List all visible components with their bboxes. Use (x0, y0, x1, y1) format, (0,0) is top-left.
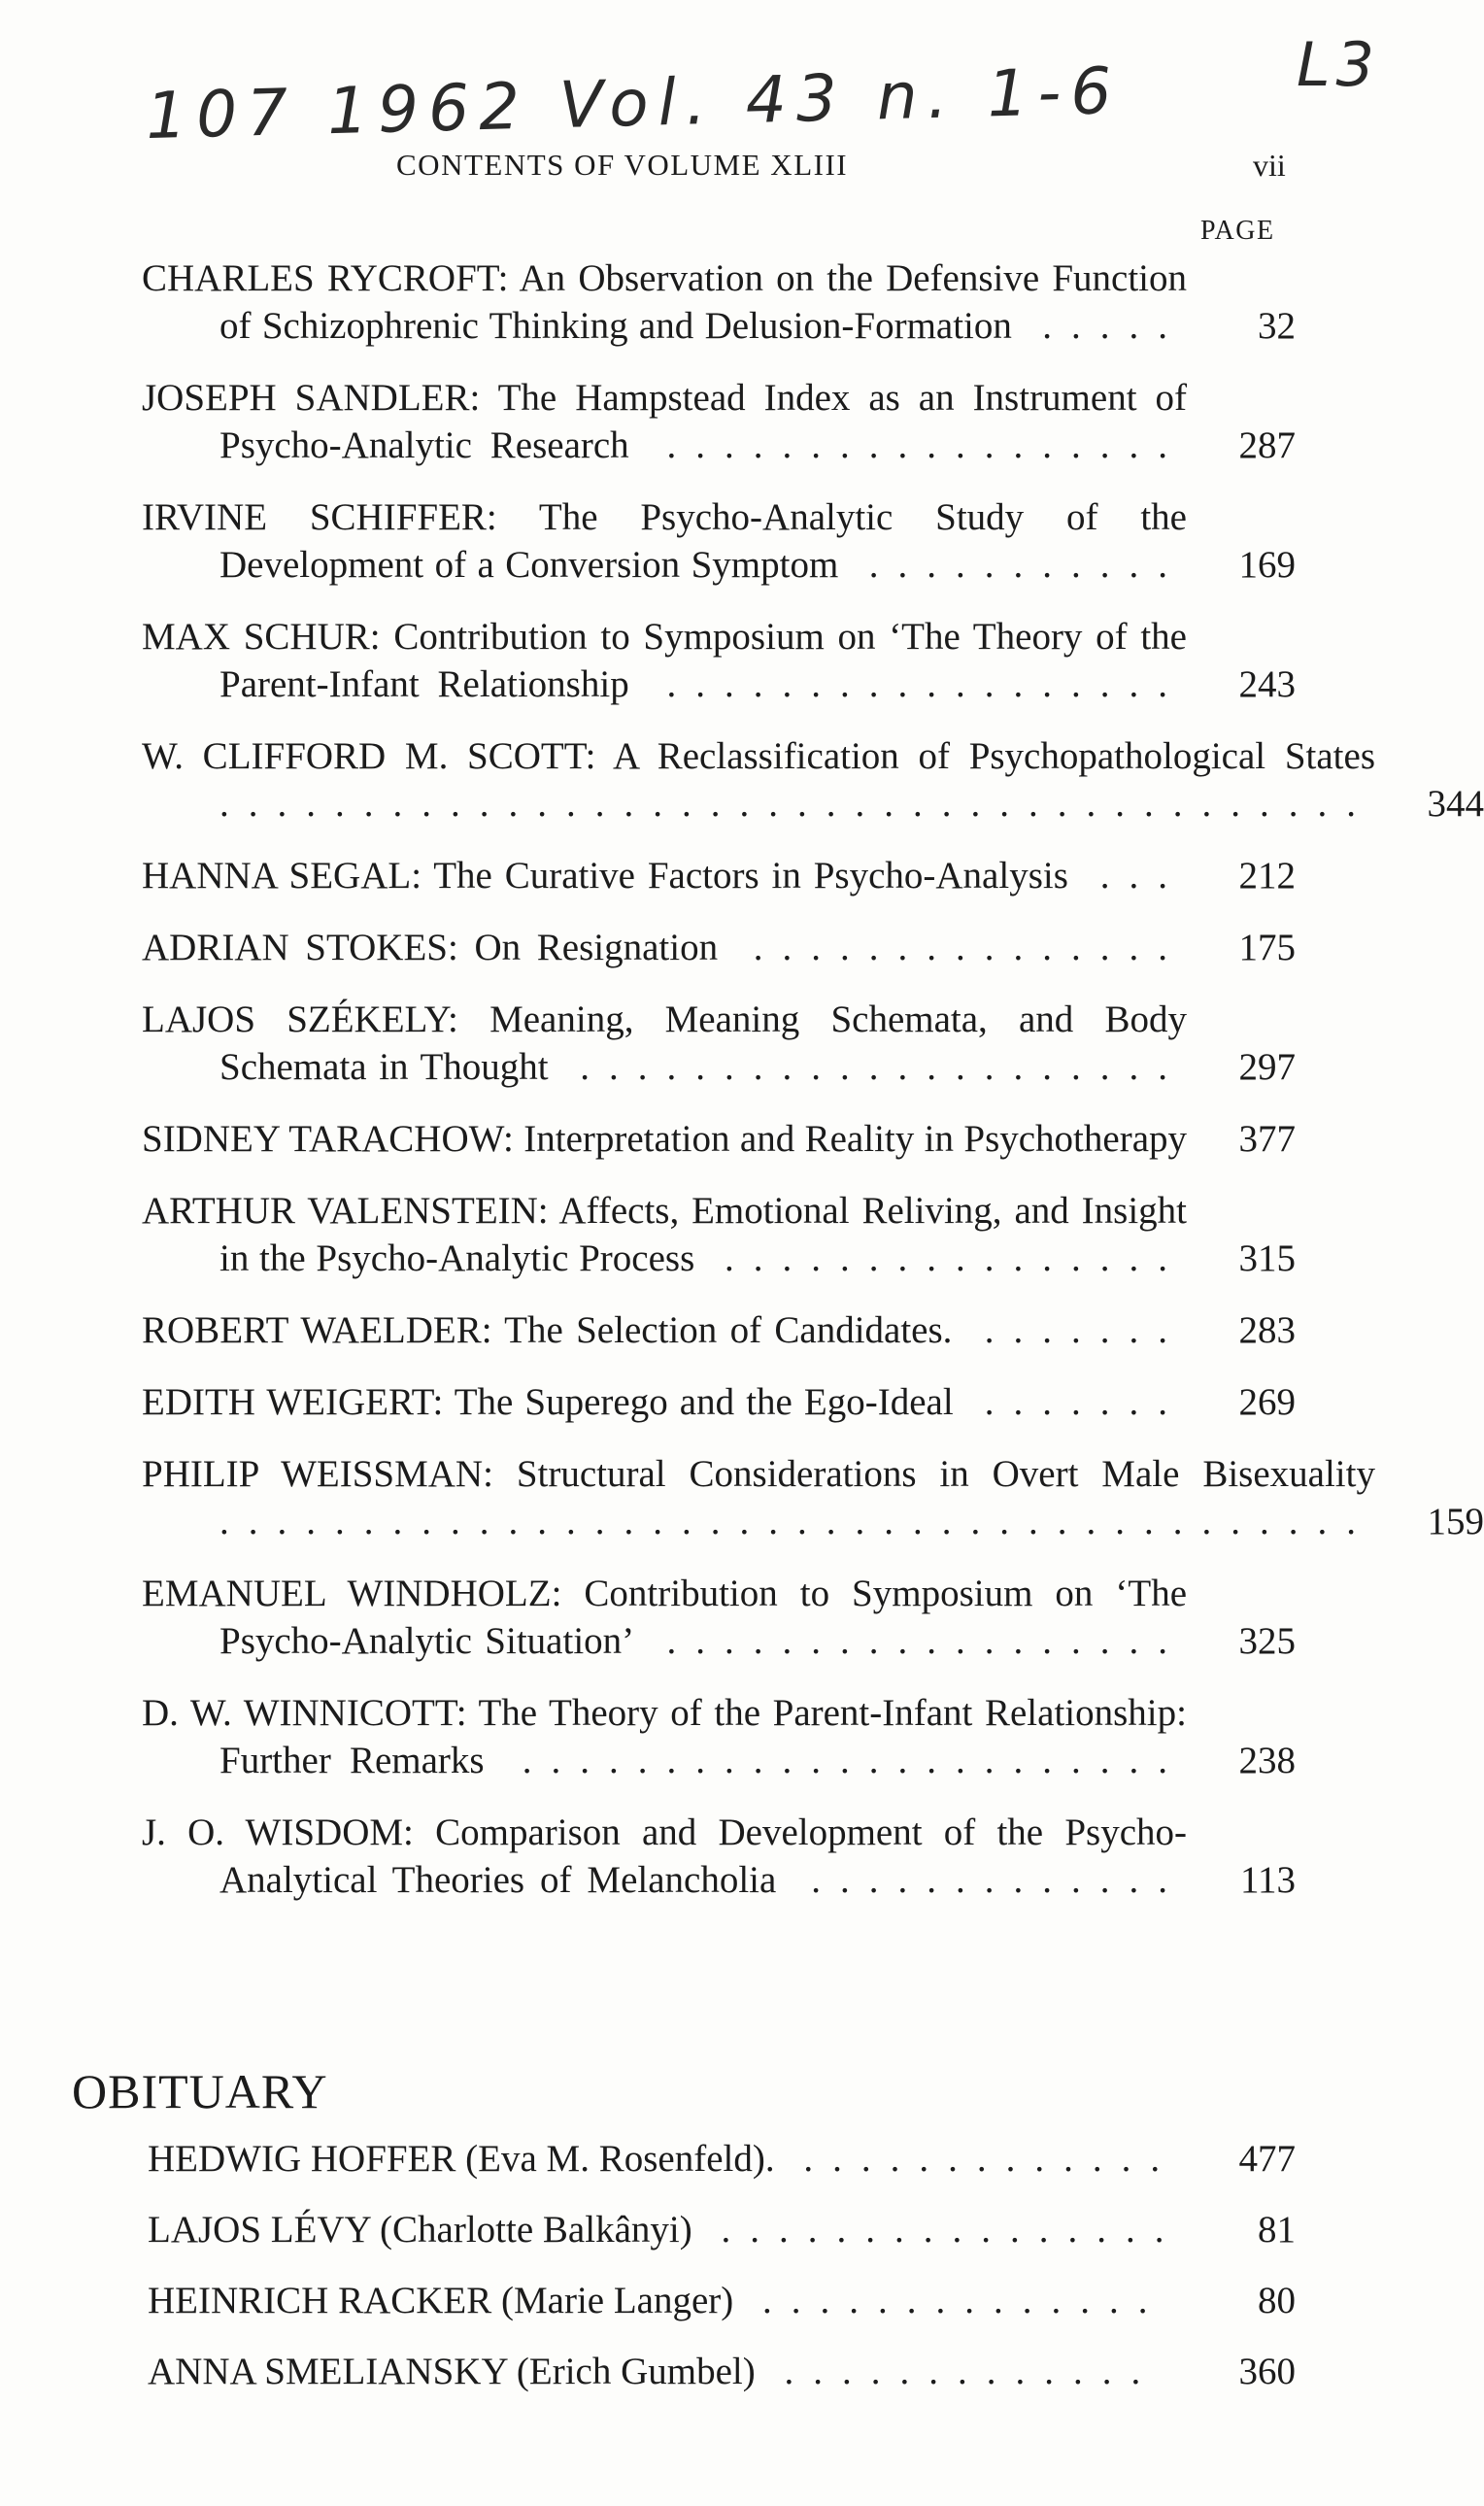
leader-dots: ............... (718, 927, 1188, 968)
leader-dots: ..................... (548, 1046, 1188, 1088)
entry-author: IRVINE SCHIFFER (142, 496, 487, 538)
entry-author: J. O. WISDOM (142, 1812, 404, 1853)
entry-page-number: 212 (1238, 855, 1296, 897)
entry-author: PHILIP WEISSMAN (142, 1453, 484, 1495)
entry-separator: : (486, 496, 539, 538)
entry-separator: : (403, 1812, 436, 1853)
obituary-entry (148, 2277, 1296, 2324)
toc-entry (142, 1450, 1484, 1545)
entry-separator: : (497, 257, 520, 299)
leader-dots: ............. (755, 2351, 1161, 2392)
entry-page-number: 377 (1238, 1118, 1296, 1160)
toc-entry (142, 1115, 1296, 1163)
entry-separator: : (551, 1573, 585, 1614)
entry-separator: : (455, 1692, 479, 1734)
leader-dots: .................. (628, 663, 1187, 705)
entry-title: Comparison and Development of the Psycho-Analytical Theories of Melancholia (219, 1812, 1187, 1901)
toc-entry (142, 996, 1296, 1091)
entry-author: HANNA SEGAL (142, 855, 412, 897)
entry-author: ADRIAN STOKES (142, 927, 448, 968)
handwritten-annotation: 107 1962 Vol. 43 n. 1-6 (145, 52, 1123, 154)
entry-author: EDITH WEIGERT (142, 1381, 433, 1423)
entry-author: D. W. WINNICOTT (142, 1692, 456, 1734)
leader-dots: ... (1067, 855, 1188, 897)
entry-title: An Observation on the Defensive Function of Schizophrenic Thinking and Delusion-Formation (219, 257, 1187, 347)
toc-entry (142, 1378, 1296, 1426)
toc-entry (142, 852, 1296, 899)
leader-dots: ................ (694, 1237, 1188, 1279)
entry-title: Structural Considerations in Overt Male Bisexuality (516, 1453, 1375, 1495)
contents-list (142, 254, 1484, 1928)
toc-entry (142, 924, 1296, 971)
obituary-text: HEDWIG HOFFER (Eva M. Rosenfeld). (148, 2138, 775, 2180)
entry-page-number: 344 (1427, 783, 1484, 825)
entry-author: ROBERT WAELDER (142, 1309, 482, 1351)
page-column-label: PAGE (1200, 216, 1275, 246)
entry-separator: : (432, 1381, 455, 1423)
toc-entry (142, 613, 1296, 708)
entry-page-number: 297 (1238, 1046, 1296, 1088)
leader-dots: ................ (691, 2209, 1184, 2251)
leader-dots: ....................... (484, 1740, 1187, 1781)
obituary-entry (148, 2348, 1296, 2395)
entry-separator: : (448, 999, 490, 1040)
toc-entry (142, 374, 1296, 469)
entry-separator: : (369, 616, 394, 658)
entry-author: W. CLIFFORD M. SCOTT (142, 735, 586, 777)
entry-page-number: 287 (1238, 424, 1296, 466)
obituary-entry (148, 2206, 1296, 2253)
entry-page-number: 238 (1238, 1740, 1296, 1781)
leader-dots: .............. (733, 2280, 1167, 2321)
entry-title: Contribution to Symposium on ‘The Theory of the Parent-Infant Relationship (219, 616, 1187, 705)
entry-separator: : (411, 855, 434, 897)
entry-separator: : (481, 1309, 505, 1351)
entry-title: Interpretation and Reality in Psychotherapy (523, 1118, 1188, 1160)
entry-page-number: 175 (1238, 927, 1296, 968)
toc-entry (142, 1306, 1296, 1354)
leader-dots: ........... (838, 544, 1187, 586)
entry-title: The Curative Factors in Psycho-Analysis (433, 855, 1068, 897)
leader-dots: ........................................ (219, 1501, 1375, 1542)
entry-page-number: 32 (1258, 305, 1296, 347)
entry-author: SIDNEY TARACHOW (142, 1118, 503, 1160)
handwritten-corner-mark: L3 (1297, 29, 1380, 100)
entry-page-number: 113 (1239, 1859, 1296, 1901)
obituary-list (148, 2135, 1296, 2419)
entry-separator: : (469, 377, 498, 419)
entry-title: Meaning, Meaning Schemata, and Body Schemata in Thought (219, 999, 1187, 1088)
entry-separator: : (585, 735, 614, 777)
entry-title: The Selection of Candidates. (504, 1309, 953, 1351)
page-folio: vii (1253, 148, 1286, 183)
leader-dots: ..... (1011, 305, 1188, 347)
leader-dots: ........................................ (219, 783, 1375, 825)
entry-title: The Hampstead Index as an Instrument of Psycho-Analytic Research (219, 377, 1187, 466)
toc-entry (142, 254, 1296, 350)
obituary-page-number: 80 (1258, 2280, 1296, 2321)
entry-title: The Psycho-Analytic Study of the Development of a Conversion Symptom (219, 496, 1187, 586)
entry-author: ARTHUR VALENSTEIN (142, 1190, 538, 1232)
entry-title: A Reclassification of Psychopathological States (613, 735, 1375, 777)
entry-page-number: 315 (1238, 1237, 1296, 1279)
entry-author: EMANUEL WINDHOLZ (142, 1573, 552, 1614)
entry-page-number: 269 (1238, 1381, 1296, 1423)
entry-author: MAX SCHUR (142, 616, 370, 658)
toc-entry (142, 493, 1296, 589)
obituary-entry (148, 2135, 1296, 2183)
entry-author: LAJOS SZÉKELY (142, 999, 449, 1040)
entry-author: JOSEPH SANDLER (142, 377, 470, 419)
entry-separator: : (537, 1190, 559, 1232)
obituary-text: HEINRICH RACKER (Marie Langer) (148, 2280, 734, 2321)
leader-dots: .................. (628, 424, 1187, 466)
obituary-text: LAJOS LÉVY (Charlotte Balkânyi) (148, 2209, 692, 2251)
obituary-page-number: 360 (1238, 2351, 1296, 2392)
entry-page-number: 283 (1238, 1309, 1296, 1351)
toc-entry (142, 1187, 1296, 1282)
entry-page-number: 325 (1238, 1620, 1296, 1662)
entry-separator: : (447, 927, 475, 968)
obituary-page-number: 477 (1238, 2138, 1296, 2180)
toc-entry (142, 732, 1484, 828)
entry-title: Contribution to Symposium on ‘The Psycho-Analytic Situation’ (219, 1573, 1188, 1662)
entry-title: The Theory of the Parent-Infant Relationship: Further Remarks (219, 1692, 1187, 1781)
entry-page-number: 243 (1238, 663, 1296, 705)
obituary-page-number: 81 (1258, 2209, 1296, 2251)
entry-author: CHARLES RYCROFT (142, 257, 498, 299)
entry-separator: : (503, 1118, 524, 1160)
entry-page-number: 169 (1238, 544, 1296, 586)
obituary-text: ANNA SMELIANSKY (Erich Gumbel) (148, 2351, 756, 2392)
entry-title: The Superego and the Ego-Ideal (454, 1381, 954, 1423)
leader-dots: ....... (952, 1309, 1187, 1351)
leader-dots: ............. (776, 1859, 1187, 1901)
entry-page-number: 159 (1427, 1501, 1484, 1542)
leader-dots: .................. (634, 1620, 1187, 1662)
entry-title: Affects, Emotional Reliving, and Insight in the Psycho-Analytic Process (219, 1190, 1187, 1279)
entry-separator: : (483, 1453, 517, 1495)
leader-dots: ............. (774, 2138, 1180, 2180)
toc-entry (142, 1689, 1296, 1784)
leader-dots: ....... (953, 1381, 1187, 1423)
toc-entry (142, 1570, 1296, 1665)
running-head: CONTENTS OF VOLUME XLIII (396, 148, 849, 182)
obituary-heading: OBITUARY (72, 2064, 328, 2118)
entry-title: On Resignation (474, 927, 719, 968)
toc-entry (142, 1809, 1296, 1904)
